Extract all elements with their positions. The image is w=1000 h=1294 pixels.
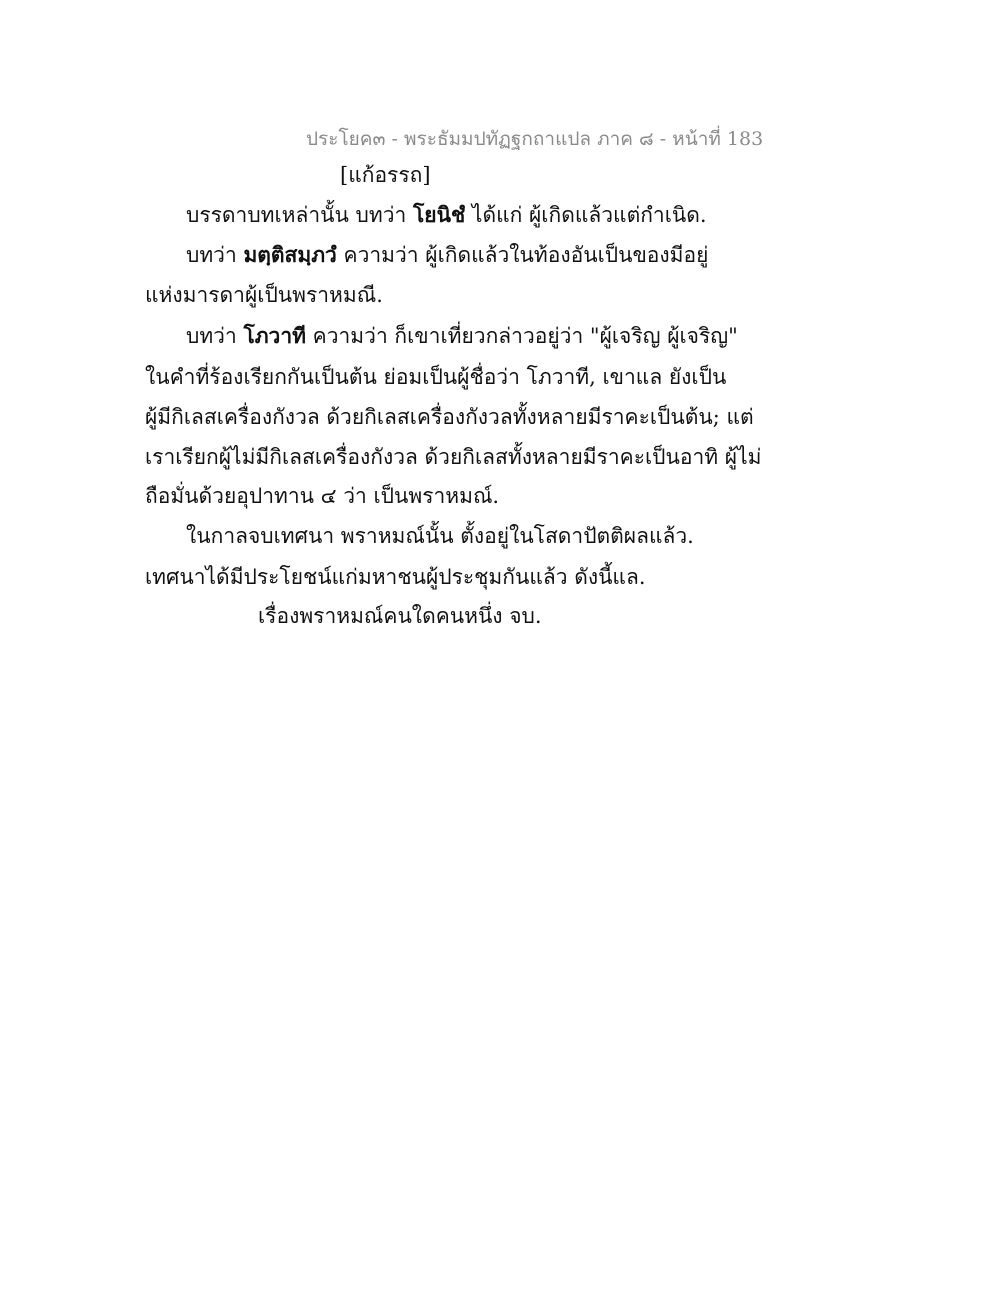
text-run: ความว่า ผู้เกิดแล้วในท้องอันเป็นของมีอยู่ [336,243,709,267]
paragraph-2-line-2: แห่งมารดาผู้เป็นพราหมณี. [145,283,383,307]
paragraph-3-line-3: ผู้มีกิเลสเครื่องกังวล ด้วยกิเลสเครื่องกังวลทั้งหลายมีราคะเป็นต้น; แต่ [145,405,754,429]
section-title: [แก้อรรถ] [340,163,431,187]
closing-line: เรื่องพราหมณ์คนใดคนหนึ่ง จบ. [258,604,542,628]
pali-term: โภวาที [243,323,306,348]
paragraph-3-line-5: ถือมั่นด้วยอุปาทาน ๔ ว่า เป็นพราหมณ์. [145,484,500,508]
running-header: ประโยค๓ - พระธัมมปทัฏฐกถาแปล ภาค ๘ - หน้าที่ 183 [306,128,764,150]
text-run: ความว่า ก็เขาเที่ยวกล่าวอยู่ว่า "ผู้เจริญ ผู้เจริญ" [306,324,738,348]
pali-term: มตฺติสมฺภวํ [243,242,337,267]
paragraph-2-line-1 [186,240,708,270]
text-run: บทว่า [186,324,244,348]
paragraph-1-line-1 [186,200,707,230]
text-run: ได้แก่ ผู้เกิดแล้วแต่กำเนิด. [465,203,707,227]
paragraph-4-line-1: ในกาลจบเทศนา พราหมณ์นั้น ตั้งอยู่ในโสดาปัตติผลแล้ว. [186,524,694,548]
text-run: บทว่า [186,243,244,267]
paragraph-3-line-2: ในคำที่ร้องเรียกกันเป็นต้น ย่อมเป็นผู้ชื่อว่า โภวาที, เขาแล ยังเป็น [145,365,727,389]
paragraph-4-line-2: เทศนาได้มีประโยชน์แก่มหาชนผู้ประชุมกันแล้ว ดังนี้แล. [145,565,646,589]
paragraph-3-line-1 [186,321,738,351]
pali-term: โยนิชํ [413,202,466,227]
paragraph-3-line-4: เราเรียกผู้ไม่มีกิเลสเครื่องกังวล ด้วยกิเลสทั้งหลายมีราคะเป็นอาทิ ผู้ไม่ [145,445,762,469]
text-run: บรรดาบทเหล่านั้น บทว่า [186,203,413,227]
